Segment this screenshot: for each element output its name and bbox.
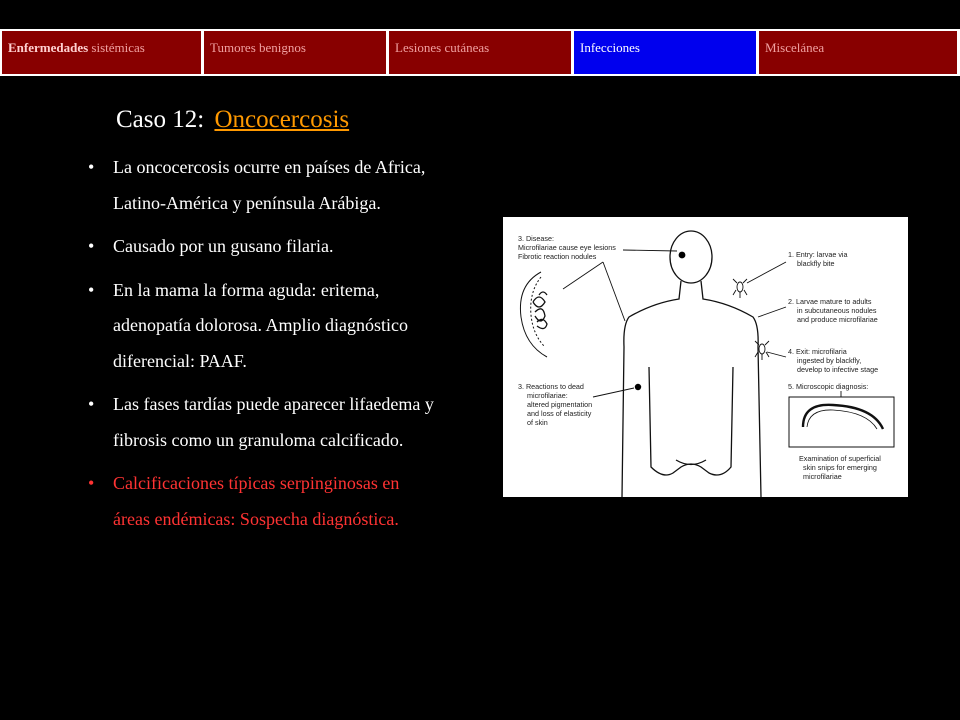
tab-enfermedades-sistemicas[interactable]: Enfermedades sistémicas <box>2 31 201 74</box>
bullet-item: • La oncocercosis ocurre en países de Africa, Latino-América y península Arábiga. <box>88 150 438 221</box>
tab-miscelanea[interactable]: Miscelánea <box>759 31 957 74</box>
label-reactions: of skin <box>527 418 548 427</box>
bullet-item-warning: • Calcificaciones típicas serpinginosas en áreas endémicas: Sospecha diagnóstica. <box>88 466 438 537</box>
tab-infecciones[interactable]: Infecciones <box>574 31 756 74</box>
tab-tumores-benignos[interactable]: Tumores benignos <box>204 31 386 74</box>
label-examination: skin snips for emerging <box>803 463 877 472</box>
microfilaria-drawing <box>803 405 883 429</box>
skin-reaction-dot <box>635 384 641 390</box>
label-disease: 3. Disease: <box>518 234 554 243</box>
label-reactions: 3. Reactions to dead <box>518 382 584 391</box>
label-examination: microfilariae <box>803 472 842 481</box>
bullet-item: • Las fases tardías puede aparecer lifaedema y fibrosis como un granuloma calcificado. <box>88 387 438 458</box>
page-title <box>116 106 349 134</box>
top-navigation-bar <box>0 29 960 76</box>
tab-lesiones-cutaneas[interactable]: Lesiones cutáneas <box>389 31 571 74</box>
bullet-list <box>88 150 438 545</box>
blackfly-icon <box>733 279 747 298</box>
label-larvae: 2. Larvae mature to adults <box>788 297 872 306</box>
label-reactions: microfilariae: <box>527 391 568 400</box>
eye-lesion-dot <box>679 252 686 259</box>
blackfly-icon <box>755 341 769 360</box>
human-body-outline <box>622 231 761 497</box>
title-prefix: Caso 12: <box>116 106 205 133</box>
label-exit: ingested by blackfly, <box>797 356 862 365</box>
label-larvae: and produce microfilariae <box>797 315 878 324</box>
label-examination: Examination of superficial <box>799 454 881 463</box>
label-entry: 1. Entry: larvae via <box>788 250 848 259</box>
label-reactions: altered pigmentation <box>527 400 593 409</box>
label-exit: 4. Exit: microfilaria <box>788 347 847 356</box>
nodule-drawing <box>520 272 547 357</box>
diagram-svg <box>503 217 908 497</box>
label-reactions: and loss of elasticity <box>527 409 592 418</box>
label-disease: Microfilariae cause eye lesions <box>518 243 616 252</box>
bullet-item: • En la mama la forma aguda: eritema, adenopatía dolorosa. Amplio diagnóstico diferencial: PAAF. <box>88 273 438 380</box>
title-link-oncocercosis[interactable]: Oncocercosis <box>214 106 350 133</box>
label-exit: develop to infective stage <box>797 365 879 374</box>
label-larvae: in subcutaneous nodules <box>797 306 877 315</box>
label-microscopic: 5. Microscopic diagnosis: <box>788 382 869 391</box>
label-entry: blackfly bite <box>797 259 835 268</box>
onchocerciasis-lifecycle-diagram <box>503 217 908 497</box>
label-disease: Fibrotic reaction nodules <box>518 252 597 261</box>
bullet-item: • Causado por un gusano filaria. <box>88 229 438 265</box>
